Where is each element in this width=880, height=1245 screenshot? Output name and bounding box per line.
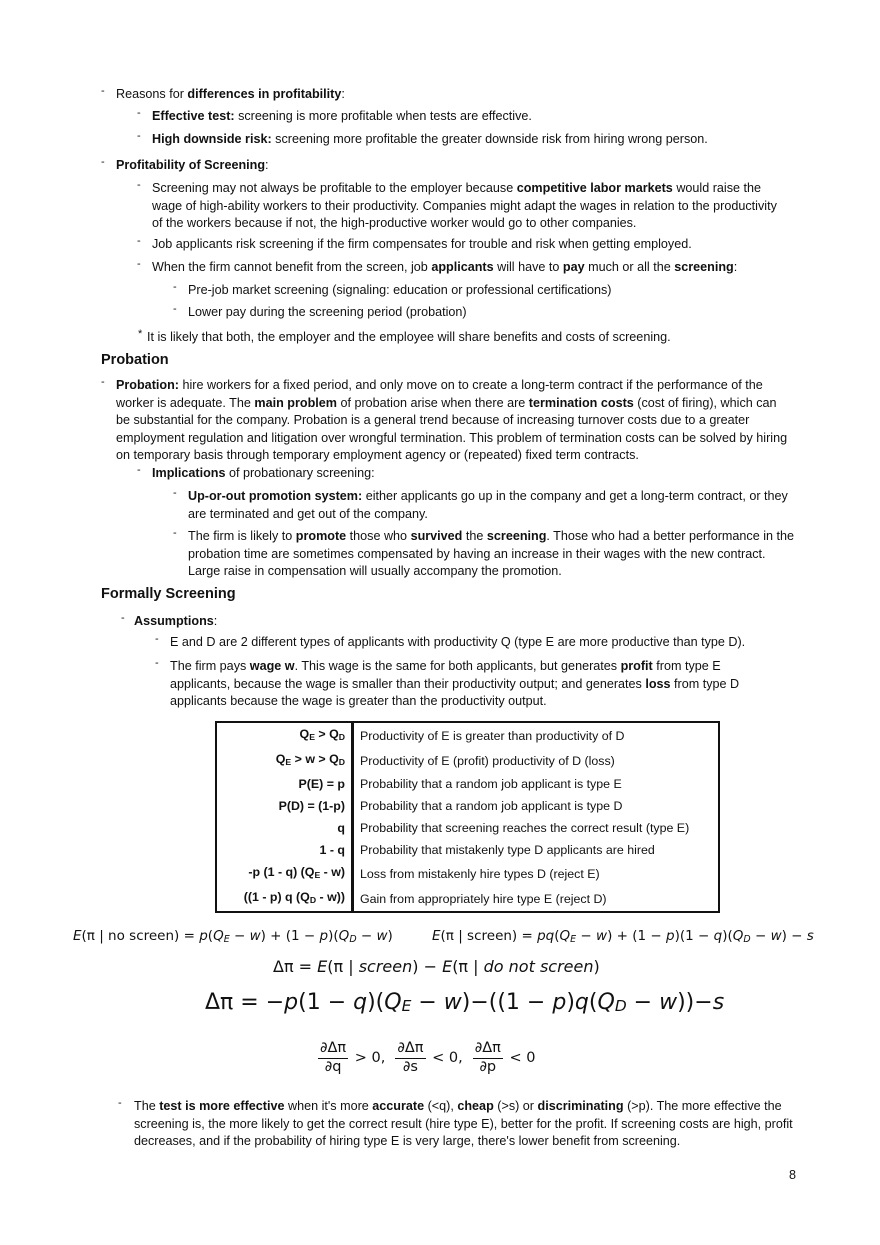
text-run: When the firm cannot benefit from the screen, job: [152, 260, 432, 274]
definition-cell: Productivity of E (profit) productivity of D (loss): [360, 753, 615, 768]
table-row: [216, 795, 719, 817]
bullet-marker: -: [118, 1097, 122, 1109]
text-run: > Q: [314, 727, 339, 741]
numerator: ∂Δπ: [395, 1040, 425, 1059]
bullet-marker: -: [137, 107, 141, 119]
subscript: D: [338, 757, 345, 767]
list-item: [137, 130, 792, 149]
definition-cell: Loss from mistakenly hire types D (reject E): [360, 866, 600, 881]
text-run: (π |: [452, 957, 484, 976]
text-run: −: [750, 928, 771, 944]
subscript: D: [614, 997, 627, 1015]
bullet-marker: -: [173, 487, 177, 499]
subscript: E: [309, 732, 315, 742]
bold-text: Assumptions: [134, 614, 214, 628]
denominator: ∂q: [324, 1058, 342, 1075]
text-run: those who: [346, 529, 411, 543]
text-run: ): [593, 957, 600, 976]
text-run: :: [341, 87, 345, 101]
list-item: [173, 527, 798, 581]
text-run: (1 −: [298, 990, 354, 1015]
relation: > 0,: [350, 1050, 386, 1067]
text-run: )(: [722, 928, 733, 944]
text-run: q: [337, 821, 345, 835]
text-run: Q: [732, 928, 744, 944]
bullet-marker: -: [137, 130, 141, 142]
term-cell: [216, 722, 353, 748]
subscript: E: [570, 934, 577, 945]
text-run: E: [432, 928, 441, 944]
text-run: will have to: [493, 260, 563, 274]
bold-text: Up-or-out promotion system:: [188, 489, 363, 503]
bold-text: main problem: [254, 395, 337, 410]
table-row: [216, 817, 719, 839]
table-row: [216, 861, 719, 886]
text-run: ): [566, 990, 575, 1015]
text-run: −: [626, 990, 660, 1015]
text-run: - w): [320, 865, 345, 879]
text-run: E: [317, 957, 328, 976]
text-run: Q: [559, 928, 571, 944]
text-run: q: [353, 990, 368, 1015]
text-run: p: [284, 990, 299, 1015]
text-run: screen: [358, 957, 413, 976]
definition-cell: Probability that screening reaches the correct result (type E): [360, 821, 690, 835]
bullet-marker: -: [101, 85, 105, 97]
definition-cell: Gain from appropriately hire type E (reject D): [360, 891, 607, 906]
bold-text: loss: [645, 676, 671, 691]
text-run: > w > Q: [291, 752, 339, 766]
term-cell: [216, 861, 353, 886]
text-run: when it's more: [284, 1099, 373, 1113]
text-run: −: [411, 990, 444, 1015]
definitions-table: [215, 721, 720, 913]
bold-text: screening: [486, 529, 547, 543]
text-run: Q: [384, 990, 402, 1015]
table-row: [216, 722, 719, 748]
text-run: It is likely that both, the employer and the employee will share benefits and costs of screening.: [147, 330, 671, 344]
list-item: [173, 281, 798, 300]
note-item: [138, 328, 787, 347]
text-run: (>s) or: [493, 1099, 538, 1113]
term-cell: [216, 748, 353, 773]
text-run: q: [574, 990, 589, 1015]
bullet-marker: -: [137, 464, 141, 476]
list-item: [101, 156, 796, 175]
text-run: (π |: [327, 957, 359, 976]
bullet-marker: -: [155, 657, 159, 669]
text-run: pq: [537, 928, 555, 944]
text-run: )(: [328, 928, 339, 944]
text-run: Δπ =: [273, 957, 318, 976]
table-row: [216, 886, 719, 912]
text-run: ) −: [412, 957, 443, 976]
table-row: [216, 748, 719, 773]
text-run: p: [199, 928, 208, 944]
text-run: do not screen: [483, 957, 594, 976]
text-run: s: [806, 928, 814, 944]
text-run: The firm is likely to: [188, 529, 296, 543]
bullet-marker: -: [137, 179, 141, 191]
bold-text: test is more effective: [159, 1099, 285, 1113]
text-run: Screening may not always be profitable to the employer because: [152, 181, 517, 195]
text-run: (: [207, 928, 214, 944]
term-cell: [216, 795, 353, 817]
subscript: E: [285, 757, 292, 767]
equation-screen: [432, 928, 814, 949]
text-run: w: [770, 928, 782, 944]
text-run: P(E) = p: [298, 777, 345, 791]
bold-text: profit: [620, 659, 653, 673]
text-run: E: [73, 928, 82, 944]
text-run: −: [356, 928, 377, 944]
partial-derivative: [318, 1040, 348, 1076]
bold-text: Effective test:: [152, 109, 235, 123]
text-run: Q: [213, 928, 224, 944]
list-item: [101, 376, 794, 465]
text-run: p: [552, 990, 567, 1015]
text-run: much or all the: [584, 260, 675, 274]
bullet-marker: -: [137, 258, 141, 270]
list-item: [155, 657, 782, 711]
denominator: ∂p: [479, 1058, 497, 1075]
text-run: )(1 −: [674, 928, 714, 944]
bullet-marker: -: [101, 376, 105, 388]
text-run: ) + (1 −: [607, 928, 667, 944]
text-run: (cost of firing), which can be substantial for the company. Probation is a general trend because of increasing turnover costs due to a greater employment regulation and litigation over wrongful termination. This problem of termination costs can be solved by hiring on temporary basis through temporary employment agency or (repeated) fixed term contracts.: [116, 395, 788, 463]
list-item: [137, 258, 792, 277]
bold-text: applicants: [431, 260, 494, 274]
bullet-marker: -: [101, 156, 105, 168]
text-run: the: [462, 529, 487, 543]
bold-text: wage w: [249, 659, 295, 673]
text-run: Pre-job market screening (signaling: education or professional certifications): [188, 283, 612, 297]
text-run: would raise the wage of high-ability workers to their productivity. Companies might adapt the wages in relation to the productivity of the workers because if not, the high-productive worker would go to other companies.: [152, 181, 777, 231]
text-run: E and D are 2 different types of applicants with productivity Q (type E are more productive than type D).: [170, 635, 746, 649]
list-item: [101, 85, 796, 104]
bullet-marker: *: [138, 328, 143, 340]
text-run: Q: [597, 990, 615, 1015]
text-run: Q: [299, 727, 310, 741]
text-run: )−((1 −: [461, 990, 553, 1015]
text-run: ): [387, 928, 393, 944]
text-run: The firm pays: [170, 659, 250, 673]
text-run: -p (1 - q) (Q: [248, 865, 315, 879]
text-run: ) −: [781, 928, 807, 944]
subscript: E: [401, 997, 412, 1015]
relation: < 0,: [427, 1050, 463, 1067]
definition-cell: Probability that a random job applicant is type E: [360, 777, 622, 791]
list-item: [121, 612, 774, 631]
subscript: E: [314, 870, 321, 880]
bullet-marker: -: [173, 281, 177, 293]
list-item: [173, 487, 788, 523]
bullet-marker: -: [173, 527, 177, 539]
numerator: ∂Δπ: [473, 1040, 503, 1059]
text-run: Reasons for: [116, 87, 188, 101]
text-run: from type D applicants because the wage is greater than the productivity output.: [170, 676, 740, 709]
relation: < 0: [504, 1050, 536, 1067]
text-run: (: [554, 928, 560, 944]
bold-text: discriminating: [537, 1099, 624, 1113]
term-cell: [216, 817, 353, 839]
text-run: - w)): [316, 890, 345, 904]
bold-text: competitive labor markets: [516, 181, 673, 195]
text-run: w: [376, 928, 388, 944]
definition-cell: Productivity of E is greater than productivity of D: [360, 728, 625, 743]
text-run: w: [659, 990, 678, 1015]
bullet-marker: -: [155, 633, 159, 645]
list-item: [137, 107, 792, 126]
list-item: [137, 464, 792, 483]
equation-delta-definition: [273, 958, 600, 976]
text-run: (π | no screen) =: [81, 928, 200, 944]
bold-text: termination costs: [528, 395, 634, 410]
text-run: :: [213, 614, 218, 628]
heading-formally-screening: Formally Screening: [101, 586, 236, 602]
text-run: Δπ = −: [205, 990, 285, 1015]
text-run: (π | screen) =: [440, 928, 538, 944]
bold-text: Profitability of Screening: [116, 158, 266, 172]
page-number: 8: [789, 1168, 797, 1182]
definition-cell: Probability that a random job applicant is type D: [360, 799, 623, 813]
bold-text: cheap: [457, 1099, 494, 1113]
text-run: P(D) = (1-p): [278, 799, 345, 813]
partial-derivative: [473, 1040, 503, 1076]
text-run: . Those who had a better performance in the probation time are sometimes compensated by having an increase in their wages with the new contract. Large raise in compensation will usually accompany the promotion.: [188, 529, 795, 579]
bold-text: High downside risk:: [152, 132, 272, 146]
text-run: Job applicants risk screening if the firm compensates for trouble and risk when getting employed.: [152, 237, 692, 251]
text-run: −: [576, 928, 597, 944]
term-cell: [216, 839, 353, 861]
text-run: w: [596, 928, 608, 944]
text-run: ((1 - p) q (Q: [243, 890, 310, 904]
text-run: screening is more profitable when tests are effective.: [234, 109, 532, 123]
list-item: [137, 179, 784, 233]
text-run: ))−: [677, 990, 713, 1015]
bullet-marker: -: [121, 612, 125, 624]
subscript: D: [743, 934, 751, 945]
text-run: :: [265, 158, 269, 172]
text-run: :: [733, 260, 738, 274]
text-run: (>p). The more effective the screening is, the more likely to get the correct result (hire type E), better for the profit. If screening costs are high, profit decreases, and if the probability of hiring type E is very large, there's lower benefit from screening.: [134, 1099, 793, 1149]
text-run: ) + (1 −: [260, 928, 320, 944]
text-run: . This wage is the same for both applicants, but generates: [294, 659, 621, 673]
list-item: [118, 1097, 798, 1151]
definition-cell: Probability that mistakenly type D applicants are hired: [360, 843, 655, 857]
bold-text: accurate: [372, 1099, 425, 1113]
table-row: [216, 773, 719, 795]
text-run: p: [319, 928, 329, 944]
equation-delta: [205, 990, 725, 1016]
subscript: D: [338, 732, 345, 742]
text-run: (: [588, 990, 598, 1015]
text-run: w: [249, 928, 261, 944]
term-cell: [216, 773, 353, 795]
equation-no-screen: [73, 928, 393, 949]
text-run: 1 - q: [319, 843, 345, 857]
text-run: Q: [338, 928, 350, 944]
list-item: [137, 235, 792, 254]
text-run: w: [443, 990, 462, 1015]
text-run: E: [442, 957, 453, 976]
text-run: The: [134, 1099, 160, 1113]
bold-text: differences in profitability: [187, 87, 342, 101]
bold-text: pay: [562, 260, 585, 274]
text-run: −: [229, 928, 250, 944]
text-run: q: [713, 928, 723, 944]
heading-probation: Probation: [101, 352, 169, 368]
table-row: [216, 839, 719, 861]
text-run: from type E applicants, because the wage is smaller than their productivity output; and generates: [170, 659, 721, 691]
partial-derivative: [395, 1040, 425, 1076]
text-run: p: [666, 928, 675, 944]
bold-text: screening: [674, 260, 734, 274]
text-run: either applicants go up in the company and get a long-term contract, or they are terminated and get out of the company.: [188, 489, 788, 521]
subscript: D: [309, 895, 317, 905]
text-run: of probation arise when there are: [336, 395, 529, 410]
text-run: screening more profitable the greater downside risk from hiring wrong person.: [271, 132, 708, 146]
bold-text: Implications: [152, 466, 226, 480]
equation-derivatives: [316, 1040, 543, 1076]
term-cell: [216, 886, 353, 912]
numerator: ∂Δπ: [318, 1040, 348, 1059]
text-run: )(: [367, 990, 385, 1015]
text-run: hire workers for a fixed period, and only move on to create a long-term contract if the performance of the worker is adequate. The: [116, 378, 763, 410]
list-item: [173, 303, 798, 322]
bold-text: promote: [295, 529, 347, 543]
list-item: [155, 633, 810, 652]
text-run: of probationary screening:: [225, 466, 375, 480]
text-run: Q: [275, 752, 286, 766]
subscript: D: [349, 934, 357, 945]
bold-text: survived: [410, 529, 463, 543]
subscript: E: [223, 934, 230, 945]
text-run: Lower pay during the screening period (probation): [188, 305, 467, 319]
text-run: (<q),: [424, 1099, 458, 1113]
text-run: s: [712, 990, 725, 1015]
bullet-marker: -: [137, 235, 141, 247]
bullet-marker: -: [173, 303, 177, 315]
denominator: ∂s: [402, 1058, 418, 1075]
bold-text: Probation:: [116, 378, 179, 392]
